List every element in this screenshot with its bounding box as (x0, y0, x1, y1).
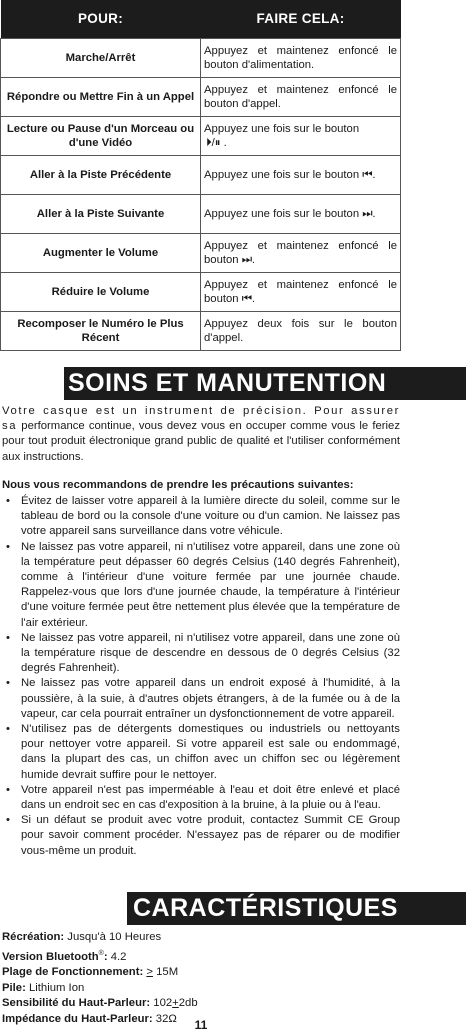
list-item: • Ne laissez pas votre appareil dans un endroit exposé à l'humidité, à la poussière, à la suie, à d'autres objets étrangers, à de la fumée ou à de la vapeur, car cela pourrait entraîner un dysfonctionnement de votre appareil. (6, 677, 400, 720)
instruction-cell: Appuyez et maintenez enfoncé le bouton d'appel. (201, 77, 401, 116)
recommend-heading: Nous vous recommandons de prendre les précautions suivantes: (2, 479, 354, 491)
action-cell: Répondre ou Mettre Fin à un Appel (1, 77, 201, 116)
instruction-cell (201, 116, 401, 155)
table-row (1, 155, 401, 194)
action-cell: Marche/Arrêt (1, 38, 201, 77)
instruction-cell: Appuyez et maintenez enfoncé le bouton ⏮. (201, 272, 401, 311)
bullet-icon: • (6, 495, 10, 507)
table-row (1, 38, 401, 77)
instruction-cell: Appuyez deux fois sur le bouton d'appel. (201, 311, 401, 350)
list-item: • Si un défaut se produit avec votre produit, contactez Summit CE Group pour savoir comment procéder. N'essayez pas de réparer ou de modifier vous-même un produit. (6, 814, 400, 857)
action-cell: Réduire le Volume (1, 272, 201, 311)
page-number: 11 (194, 1018, 208, 1032)
spec-impedance: Impédance du Haut-Parleur: 32Ω (2, 1012, 177, 1025)
controls-table (0, 0, 401, 351)
instruction-text: Appuyez une fois sur le bouton (204, 122, 360, 135)
table-header-faire: FAIRE CELA: (201, 0, 401, 38)
table-header-pour: POUR: (1, 0, 201, 38)
bullet-icon: • (6, 540, 10, 553)
table-row (1, 194, 401, 233)
instruction-cell: Appuyez et maintenez enfoncé le bouton ⏭. (201, 233, 401, 272)
list-item: • Ne laissez pas votre appareil, ni n'utilisez votre appareil, dans une zone où la température peut dépasser 60 degrés Celsius (140 degrés Fahrenheit), comme à l'intérieur d'une voiture fermée par une journée chaude. Rappelez-vous que lors d'une journée chaude, la température à l'intérieur d'une voiture fermée peut être nettement plus élevée que la température de l'air extérieur. (6, 540, 400, 629)
bullet-icon: • (6, 677, 10, 690)
action-cell: Aller à la Piste Suivante (1, 194, 201, 233)
specs-list (2, 930, 198, 1027)
bullet-icon: • (6, 631, 10, 644)
action-cell: Lecture ou Pause d'un Morceau ou d'une Vidéo (1, 116, 201, 155)
bullet-icon: • (6, 814, 10, 827)
spec-battery: Pile: Lithium Ion (2, 981, 85, 994)
table-row (1, 77, 401, 116)
list-item: • Votre appareil n'est pas imperméable à l'eau et doit être enlevé et placé dans un endroit sec en cas d'exposition à la bruine, à la pluie ou à l'eau. (6, 783, 400, 812)
table-row (1, 311, 401, 350)
care-intro (2, 404, 400, 465)
spec-range: Plage de Fonctionnement: > 15M (2, 965, 179, 978)
action-cell: Augmenter le Volume (1, 233, 201, 272)
instruction-cell: Appuyez une fois sur le bouton ⏮. (201, 155, 401, 194)
list-item: • Ne laissez pas votre appareil, ni n'utilisez votre appareil, dans une zone où la température risque de descendre en dessous de 0 degrés Celsius (32 degrés Fahrenheit). (6, 631, 400, 675)
bullet-icon: • (6, 783, 10, 796)
spec-sensitivity: Sensibilité du Haut-Parleur: 102+2db (2, 997, 198, 1010)
care-intro-line1: Votre casque est un instrument de précision. Pour assurer sa (2, 405, 400, 433)
list-item: • N'utilisez pas de détergents domestiques ou industriels ou nettoyants pour nettoyer votre appareil. Si votre appareil est sale ou endommagé, dans la plupart des cas, un chiffon avec un chiffon sec ou légèrement humide devrait suffire pour le nettoyer. (6, 723, 400, 781)
specs-section-title: CARACTÉRISTIQUES (127, 892, 466, 925)
action-cell: Aller à la Piste Précédente (1, 155, 201, 194)
instruction-cell: Appuyez et maintenez enfoncé le bouton d'alimentation. (201, 38, 401, 77)
care-section-title: SOINS ET MANUTENTION (64, 367, 466, 400)
precautions-list (2, 494, 400, 859)
bullet-icon: • (6, 723, 10, 736)
care-intro-rest: performance continue, vous devez vous en occuper comme vous le feriez pour tout produit électronique grand public de qualité et l'utiliser conformément aux instructions. (2, 420, 400, 463)
table-row (1, 233, 401, 272)
list-item: • Évitez de laisser votre appareil à la lumière directe du soleil, comme sur le tableau de bord ou la console d'une voiture ou d'un camion. Ne laissez pas votre appareil sans surveillance dans votre véhicule. (6, 495, 400, 538)
spec-bluetooth: Version Bluetooth®: 4.2 (2, 949, 127, 963)
table-row (1, 272, 401, 311)
action-cell: Recomposer le Numéro le Plus Récent (1, 311, 201, 350)
instruction-cell: Appuyez une fois sur le bouton ⏭. (201, 194, 401, 233)
table-row (1, 116, 401, 155)
spec-recreation: Récréation: Jusqu'à 10 Heures (2, 931, 162, 943)
play-pause-icon: ⏵/⏸ . (206, 136, 227, 149)
